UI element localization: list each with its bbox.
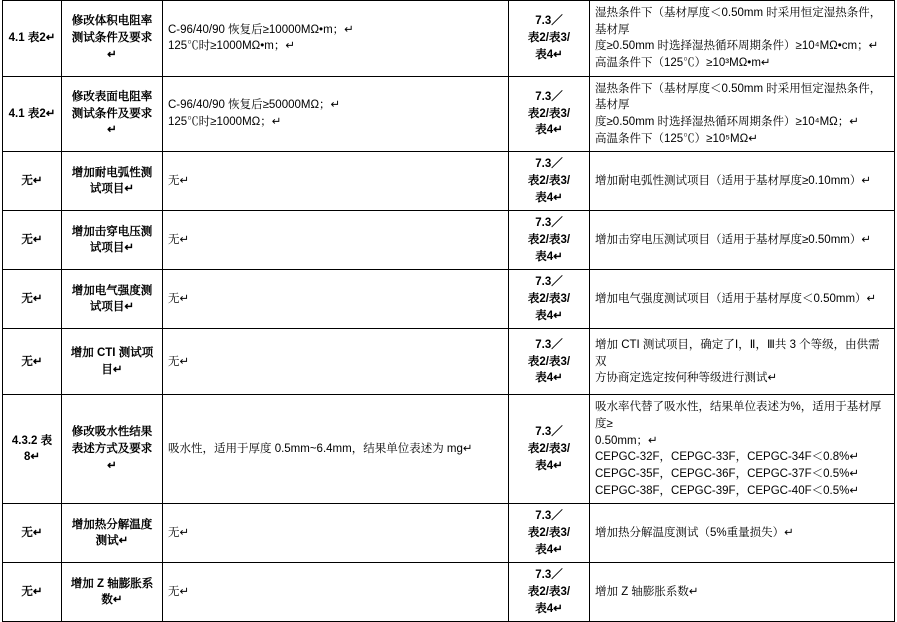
ref-line: 表2/表3/ bbox=[527, 443, 571, 456]
ref-line: 表2/表3/ bbox=[527, 527, 571, 540]
ref-line: 表2/表3/ bbox=[527, 234, 571, 247]
new-content-cell bbox=[590, 152, 895, 211]
table-row bbox=[3, 504, 895, 563]
table-row bbox=[3, 76, 895, 152]
reference-cell bbox=[509, 563, 590, 622]
old-line: 无↵ bbox=[168, 527, 190, 540]
old-line: 无↵ bbox=[168, 586, 190, 599]
reference-cell bbox=[509, 152, 590, 211]
new-line: 度≥0.50mm 时选择湿热循环周期条件）≥10⁴MΩ•cm；↵ bbox=[595, 40, 879, 53]
old-content-cell bbox=[163, 76, 509, 152]
new-line: 吸水率代替了吸水性，结果单位表述为%，适用于基材厚度≥ bbox=[595, 401, 882, 431]
new-content-cell bbox=[590, 395, 895, 504]
old-line: 125℃时≥1000MΩ；↵ bbox=[168, 116, 282, 129]
table-row bbox=[3, 270, 895, 329]
ref-line: 表4↵ bbox=[535, 459, 563, 472]
old-content-cell bbox=[163, 395, 509, 504]
change-description-cell bbox=[62, 504, 163, 563]
ref-line: 表4↵ bbox=[535, 309, 563, 322]
old-line: 无↵ bbox=[168, 234, 190, 247]
clause-cell bbox=[3, 504, 62, 563]
change-description-cell bbox=[62, 1, 163, 77]
new-line: 增加热分解温度测试（5%重量损失）↵ bbox=[595, 527, 794, 540]
new-line: 增加击穿电压测试项目（适用于基材厚度≥0.50mm）↵ bbox=[595, 234, 871, 247]
new-line: 方协商定选定按何种等级进行测试↵ bbox=[595, 372, 778, 385]
reference-cell bbox=[509, 1, 590, 77]
ref-line: 表2/表3/ bbox=[527, 355, 571, 368]
clause-cell bbox=[3, 76, 62, 152]
new-line: 高温条件下（125℃）≥10⁵MΩ↵ bbox=[595, 132, 758, 145]
ref-line: 7.3／ bbox=[535, 338, 563, 351]
table-row bbox=[3, 211, 895, 270]
ref-line: 表2/表3/ bbox=[527, 586, 571, 599]
old-content-cell bbox=[163, 504, 509, 563]
change-description-cell bbox=[62, 76, 163, 152]
change-text: 修改表面电阻率测试条件及要求↵ bbox=[71, 91, 153, 137]
ref-line: 7.3／ bbox=[535, 426, 563, 439]
change-text: 增加 CTI 测试项目↵ bbox=[70, 347, 154, 376]
table-row bbox=[3, 563, 895, 622]
change-text: 增加耐电弧性测试项目↵ bbox=[71, 166, 153, 196]
ref-line: 表2/表3/ bbox=[527, 293, 571, 306]
clause-cell bbox=[3, 211, 62, 270]
ref-line: 表4↵ bbox=[535, 602, 563, 615]
new-content-cell bbox=[590, 1, 895, 77]
clause-text: 4.1 表2↵ bbox=[8, 32, 56, 44]
ref-line: 表4↵ bbox=[535, 250, 563, 263]
old-content-cell bbox=[163, 211, 509, 270]
new-content-cell bbox=[590, 563, 895, 622]
ref-line: 表4↵ bbox=[535, 48, 563, 61]
old-content-cell bbox=[163, 563, 509, 622]
ref-line: 表4↵ bbox=[535, 372, 563, 385]
change-text: 增加热分解温度测试↵ bbox=[71, 518, 153, 548]
ref-line: 表2/表3/ bbox=[527, 175, 571, 188]
change-description-cell bbox=[62, 152, 163, 211]
reference-cell bbox=[509, 395, 590, 504]
ref-line: 表4↵ bbox=[535, 124, 563, 137]
reference-cell bbox=[509, 504, 590, 563]
new-content-cell bbox=[590, 504, 895, 563]
new-line: 湿热条件下（基材厚度＜0.50mm 时采用恒定湿热条件，基材厚 bbox=[595, 7, 882, 36]
new-line: 0.50mm；↵ bbox=[595, 434, 658, 447]
old-content-cell bbox=[163, 152, 509, 211]
clause-text: 4.3.2 表8↵ bbox=[11, 434, 53, 464]
reference-cell bbox=[509, 329, 590, 395]
clause-text: 无↵ bbox=[21, 586, 43, 599]
clause-text: 无↵ bbox=[21, 234, 43, 247]
old-line: C-96/40/90 恢复后≥10000MΩ•m；↵ bbox=[168, 23, 354, 36]
new-line: 增加 Z 轴膨胀系数↵ bbox=[595, 586, 699, 599]
old-line: 无↵ bbox=[168, 293, 190, 306]
new-content-cell bbox=[590, 211, 895, 270]
table-row bbox=[3, 1, 895, 77]
ref-line: 表4↵ bbox=[535, 191, 563, 204]
new-line: 度≥0.50mm 时选择湿热循环周期条件）≥10⁴MΩ；↵ bbox=[595, 116, 859, 129]
change-description-cell bbox=[62, 563, 163, 622]
table-body bbox=[3, 1, 895, 622]
old-line: 吸水性，适用于厚度 0.5mm~6.4mm，结果单位表述为 mg↵ bbox=[168, 443, 473, 456]
clause-text: 4.1 表2↵ bbox=[8, 107, 56, 120]
new-line: 湿热条件下（基材厚度＜0.50mm 时采用恒定湿热条件，基材厚 bbox=[595, 82, 882, 112]
clause-text: 无↵ bbox=[21, 175, 43, 188]
change-description-cell bbox=[62, 270, 163, 329]
clause-cell bbox=[3, 563, 62, 622]
change-text: 增加 Z 轴膨胀系数↵ bbox=[70, 577, 154, 607]
clause-text: 无↵ bbox=[21, 293, 43, 306]
old-line: C-96/40/90 恢复后≥50000MΩ；↵ bbox=[168, 99, 341, 112]
new-line: CEPGC-32F，CEPGC-33F，CEPGC-34F＜0.8%↵ bbox=[595, 451, 859, 464]
old-line: 125℃时≥1000MΩ•m；↵ bbox=[168, 40, 295, 53]
new-line: CEPGC-38F，CEPGC-39F，CEPGC-40F＜0.5%↵ bbox=[595, 484, 859, 497]
old-line: 无↵ bbox=[168, 175, 190, 188]
change-description-cell bbox=[62, 329, 163, 395]
table-row bbox=[3, 329, 895, 395]
clause-cell bbox=[3, 329, 62, 395]
table-row bbox=[3, 152, 895, 211]
clause-cell bbox=[3, 152, 62, 211]
clause-cell bbox=[3, 1, 62, 77]
change-description-cell bbox=[62, 395, 163, 504]
change-text: 增加电气强度测试项目↵ bbox=[71, 284, 153, 314]
change-text: 修改吸水性结果表述方式及要求↵ bbox=[71, 426, 153, 472]
new-line: 增加 CTI 测试项目，确定了Ⅰ，Ⅱ，Ⅲ共 3 个等级，由供需双 bbox=[595, 338, 880, 368]
standard-revision-comparison-table bbox=[2, 0, 895, 622]
clause-cell bbox=[3, 270, 62, 329]
ref-line: 表2/表3/ bbox=[527, 32, 571, 44]
table-row bbox=[3, 395, 895, 504]
reference-cell bbox=[509, 270, 590, 329]
ref-line: 表4↵ bbox=[535, 543, 563, 556]
new-content-cell bbox=[590, 329, 895, 395]
old-content-cell bbox=[163, 1, 509, 77]
new-content-cell bbox=[590, 270, 895, 329]
change-text: 增加击穿电压测试项目↵ bbox=[71, 225, 153, 255]
ref-line: 7.3／ bbox=[535, 217, 563, 230]
reference-cell bbox=[509, 76, 590, 152]
change-text: 修改体积电阻率测试条件及要求↵ bbox=[71, 15, 153, 61]
old-content-cell bbox=[163, 270, 509, 329]
new-line: 增加耐电弧性测试项目（适用于基材厚度≥0.10mm）↵ bbox=[595, 175, 871, 188]
clause-text: 无↵ bbox=[21, 527, 43, 540]
reference-cell bbox=[509, 211, 590, 270]
new-line: 增加电气强度测试项目（适用于基材厚度＜0.50mm）↵ bbox=[595, 293, 877, 306]
ref-line: 7.3／ bbox=[535, 569, 563, 582]
new-line: CEPGC-35F，CEPGC-36F，CEPGC-37F＜0.5%↵ bbox=[595, 468, 859, 481]
clause-cell bbox=[3, 395, 62, 504]
old-content-cell bbox=[163, 329, 509, 395]
ref-line: 7.3／ bbox=[535, 276, 563, 289]
ref-line: 7.3／ bbox=[535, 158, 563, 171]
old-line: 无↵ bbox=[168, 355, 190, 368]
ref-line: 7.3／ bbox=[535, 91, 563, 104]
clause-text: 无↵ bbox=[21, 355, 43, 368]
ref-line: 7.3／ bbox=[535, 510, 563, 523]
new-content-cell bbox=[590, 76, 895, 152]
new-line: 高温条件下（125℃）≥10³MΩ•m↵ bbox=[595, 57, 771, 70]
change-description-cell bbox=[62, 211, 163, 270]
ref-line: 表2/表3/ bbox=[527, 107, 571, 120]
ref-line: 7.3／ bbox=[535, 15, 563, 28]
